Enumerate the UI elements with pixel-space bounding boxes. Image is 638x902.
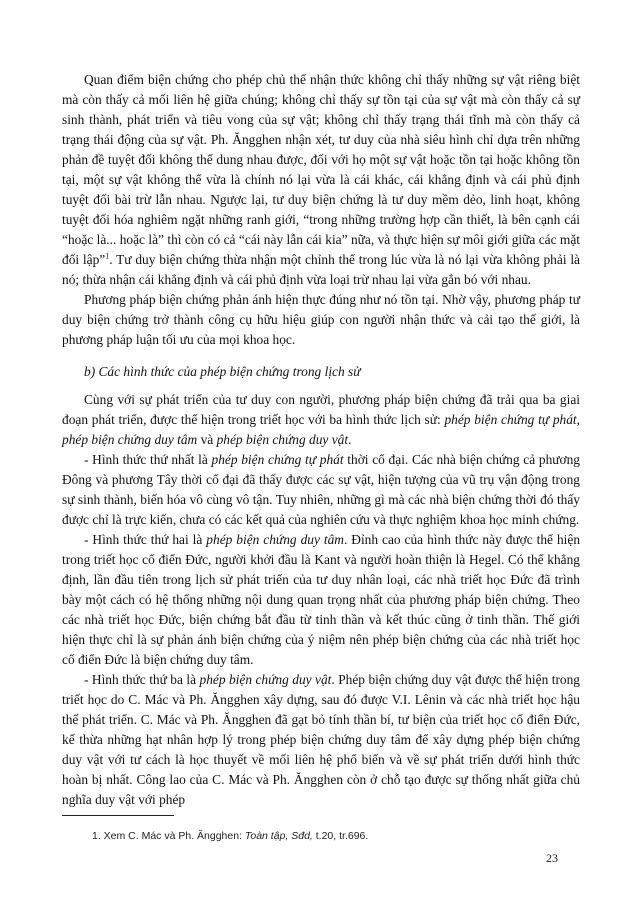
emphasis-text: phép biện chứng duy tâm [206, 532, 344, 547]
paragraph-form-two [62, 530, 580, 670]
paragraph-text: và [197, 432, 217, 447]
footnote [92, 826, 368, 846]
footnote-divider [62, 815, 174, 816]
footnote-text: t.20, tr.696. [312, 830, 369, 842]
footnote-ref: 1 [105, 251, 110, 261]
paragraph-three-forms [62, 390, 580, 450]
emphasis-text: phép biện chứng tự phát, phép biện chứng duy tâm [62, 412, 580, 447]
paragraph-dialectics-view [62, 70, 580, 290]
paragraph-text: Cùng với sự phát triển của tư duy con người, phương pháp biện chứng đã trải qua ba giai đoạn phát triển, được thể hiện trong triết học với ba hình thức lịch sử: [62, 392, 580, 427]
section-heading [62, 362, 580, 382]
paragraph-text: . Đỉnh cao của hình thức này được thể hiện trong triết học cổ điển Đức, người khởi đầu là Kant và người hoàn thiện là Hegel. Có thể khẳng định, lần đầu tiên trong lịch sử phát triển của tư duy nhân loại, các nhà triết học Đức đã trình bày một cách có hệ thống những nội dung quan trọng nhất của phương pháp biện chứng. Theo các nhà triết học Đức, biện chứng bắt đầu từ tinh thần và kết thúc cũng ở tinh thần. Thế giới hiện thực chỉ là sự phản ánh biện chứng của ý niệm nên phép biện chứng của các nhà triết học cổ điển Đức là biện chứng duy tâm. [62, 532, 581, 667]
paragraph-text: - Hình thức thứ hai là [84, 532, 207, 547]
paragraph-form-three [62, 670, 580, 810]
section-heading-text: b) Các hình thức của phép biện chứng trong lịch sử [84, 364, 361, 379]
paragraph-text: . Phép biện chứng duy vật được thể hiện trong triết học do C. Mác và Ph. Ăngghen xây dựng, sau đó được V.I. Lênin và các nhà triết học hậu thế phát triển. C. Mác và Ph. Ăngghen đã gạt bỏ tính thần bí, tư biện của triết học cổ điển Đức, kế thừa những hạt nhân hợp lý trong phép biện chứng duy tâm để xây dựng phép biện chứng duy vật với tư cách là học thuyết về mối liên hệ phổ biến và về sự phát triển dưới hình thức hoàn bị nhất. Công lao của C. Mác và Ph. Ăngghen còn ở chỗ tạo được sự thống nhất giữa chủ nghĩa duy vật với phép [62, 672, 581, 807]
paragraph-method: Phương pháp biện chứng phản ánh hiện thực đúng như nó tồn tại. Nhờ vậy, phương pháp tư duy biện chứng trở thành công cụ hữu hiệu giúp con người nhận thức và cải tạo thế giới, là phương pháp luận tối ưu của mọi khoa học. [62, 292, 580, 347]
paragraph-text: . Tư duy biện chứng thừa nhận một chỉnh thể trong lúc vừa là nó lại vừa không phải là nó; thừa nhận cái khẳng định và cái phủ định vừa loại trừ nhau lại vừa gắn bó với nhau. [62, 252, 580, 287]
paragraph-text: - Hình thức thứ ba là [84, 672, 200, 687]
footnote-text: 1. Xem C. Mác và Ph. Ăngghen: [92, 830, 245, 842]
paragraph-text: Quan điểm biện chứng cho phép chủ thể nhận thức không chỉ thấy những sự vật riêng biệt mà còn thấy cả mối liên hệ giữa chúng; không chỉ thấy sự tồn tại của sự vật mà còn thấy cả sự sinh thành, phát triển và tiêu vong của sự vật; không chỉ thấy trạng thái tĩnh mà còn thấy cả trạng thái động của sự vật. Ph. Ăngghen nhận xét, tư duy của nhà siêu hình chỉ dựa trên những phản đề tuyệt đối không thể dung nhau được, đối với họ một sự vật hoặc tồn tại hoặc không tồn tại, một sự vật không thể vừa là chính nó lại vừa là cái khác, cái khẳng định và cái phủ định tuyệt đối bài trừ lẫn nhau. Ngược lại, tư duy biện chứng là tư duy mềm dẻo, linh hoạt, không tuyệt đối hóa nghiêm ngặt những ranh giới, “trong những trường hợp cần thiết, là bên cạnh cái “hoặc là... hoặc là” thì còn có cả “cái này lẫn cái kia” nữa, và thực hiện sự môi giới giữa các mặt đối lập” [62, 72, 580, 267]
body-text [62, 70, 580, 810]
paragraph-form-one [62, 450, 580, 530]
emphasis-text: phép biện chứng tự phát [211, 452, 344, 467]
emphasis-text: phép biện chứng duy vật [199, 672, 332, 687]
footnote-title: Toàn tập, Sđd, [244, 830, 313, 842]
paragraph-text: thời cổ đại. Các nhà biện chứng cả phương Đông và phương Tây thời cổ đại đã thấy được các sự vật, hiện tượng của vũ trụ vận động trong sự sinh thành, biến hóa vô cùng vô tận. Tuy nhiên, những gì mà các nhà biện chứng thời đó thấy được chỉ là trực kiến, chưa có các kết quả của nghiên cứu và thực nghiệm khoa học minh chứng. [62, 452, 580, 527]
paragraph-text: . [348, 432, 352, 447]
paragraph-text: - Hình thức thứ nhất là [84, 452, 212, 467]
page-number: 23 [546, 851, 558, 865]
emphasis-text: phép biện chứng duy vật [216, 432, 349, 447]
